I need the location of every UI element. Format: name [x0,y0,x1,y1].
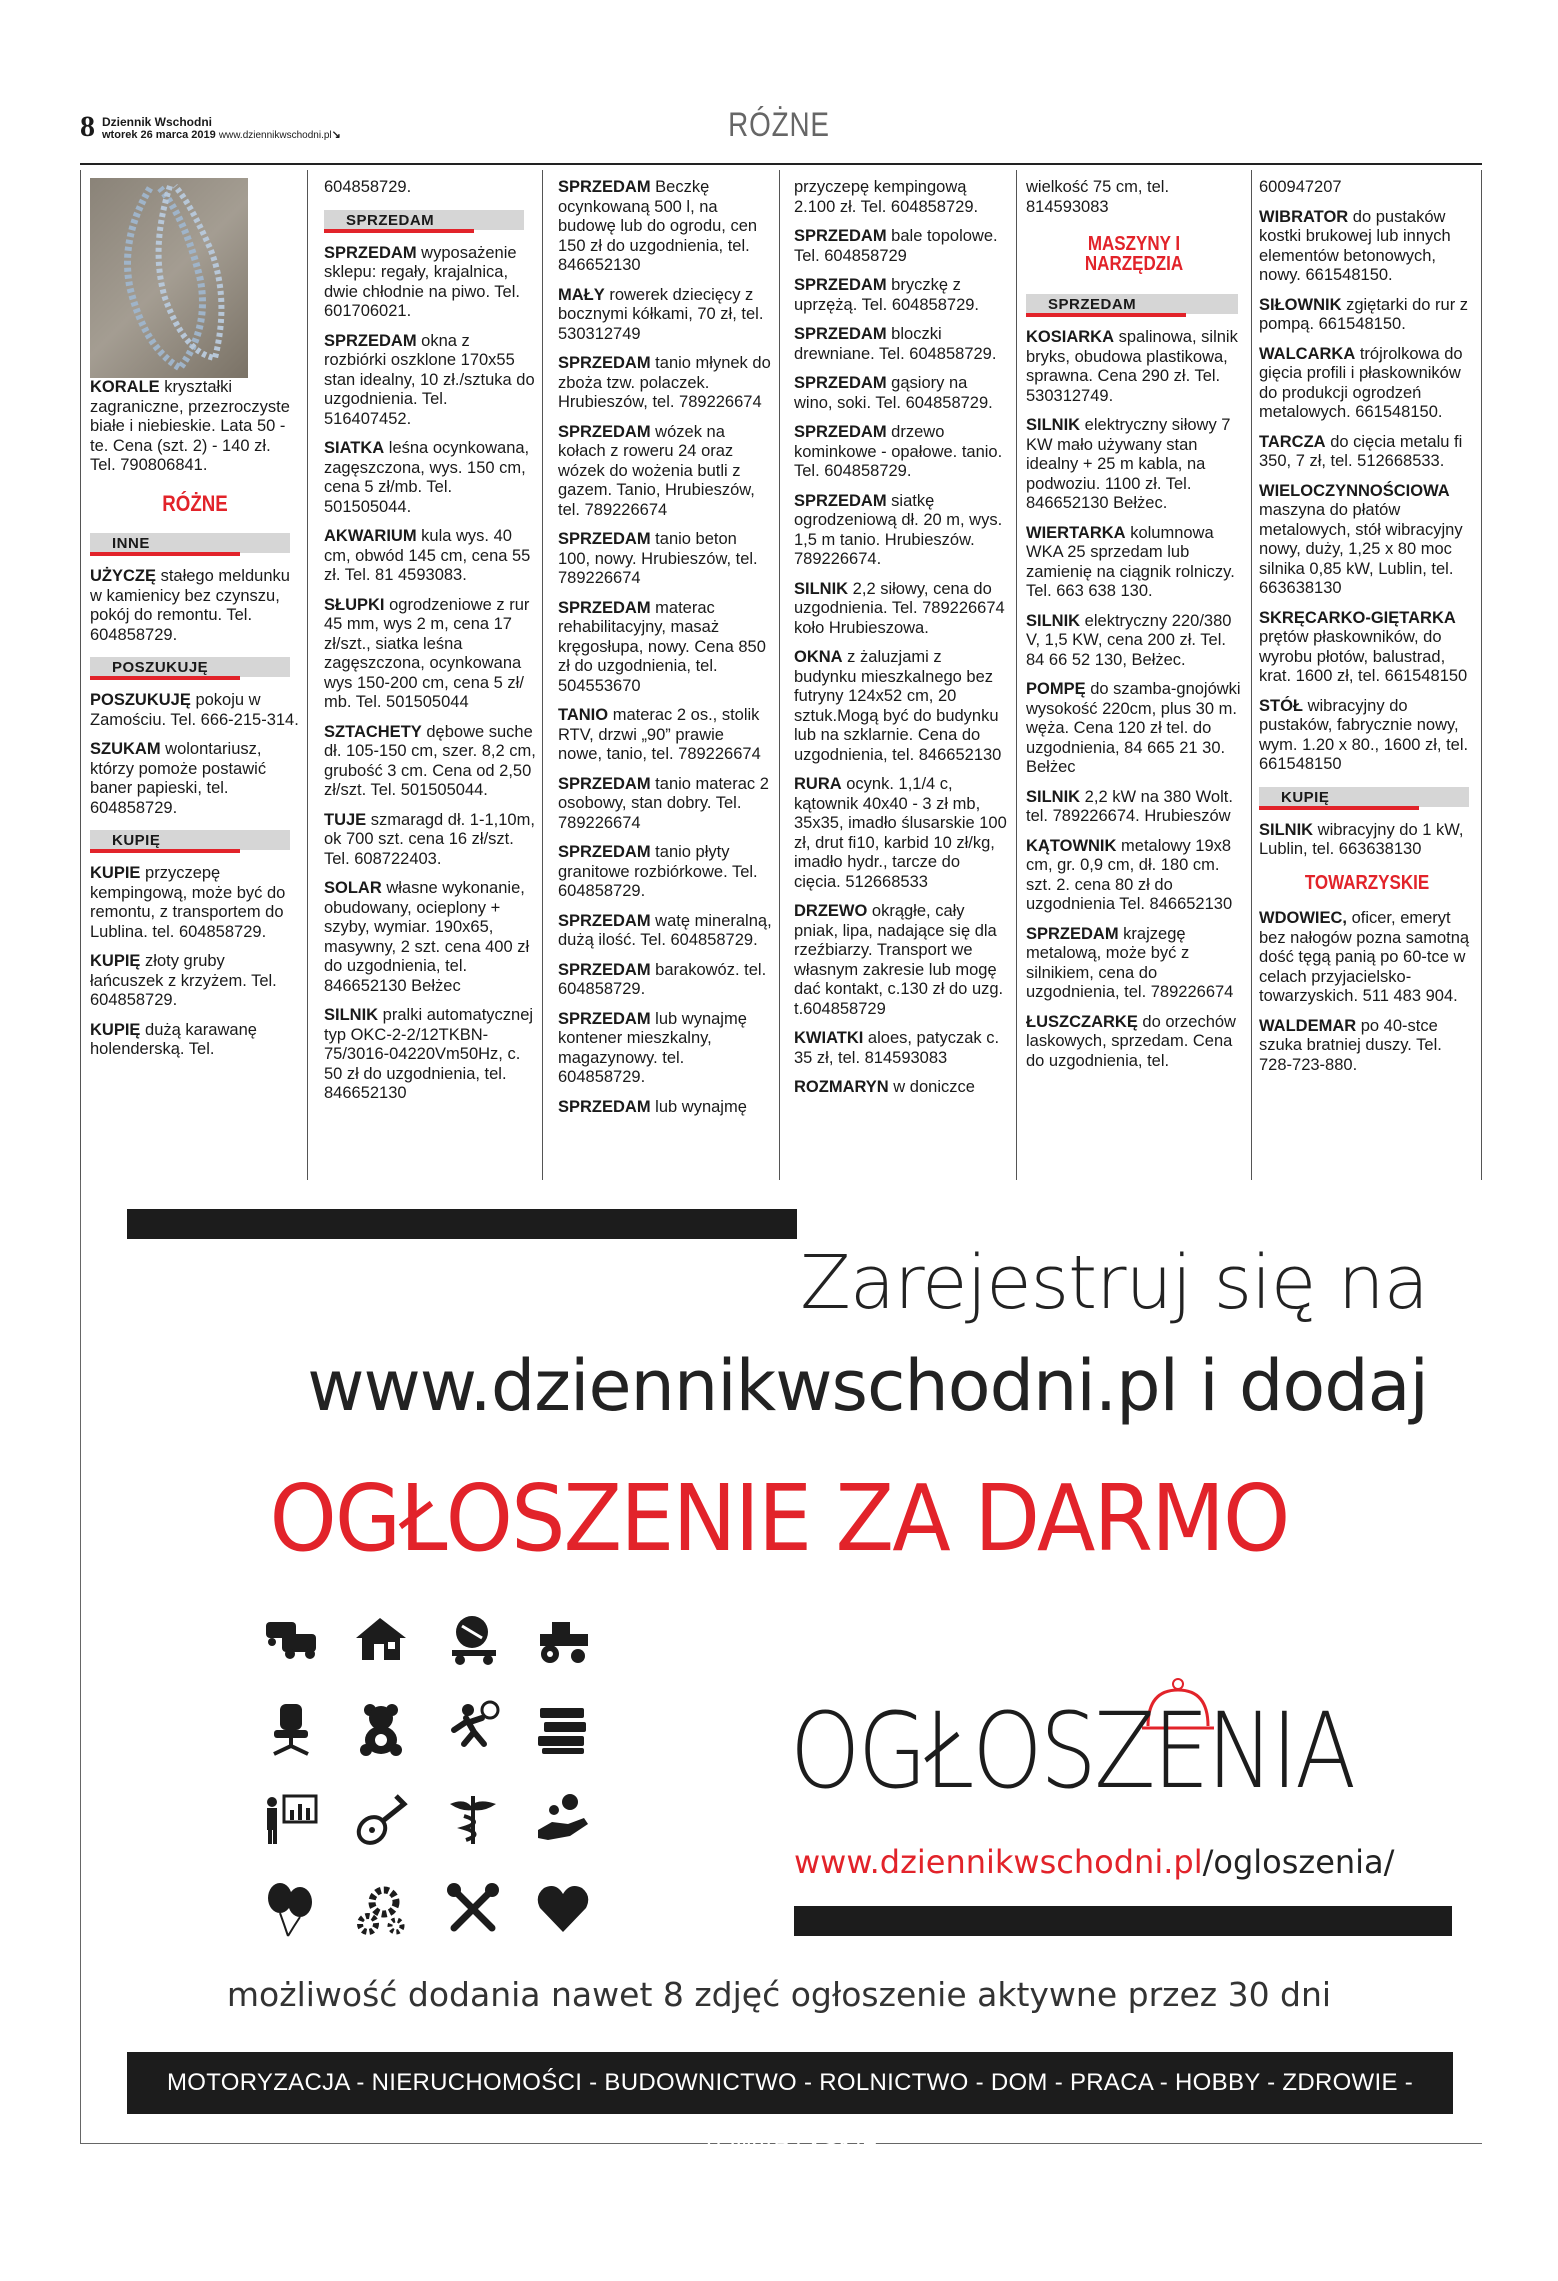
guitar-icon [352,1790,410,1848]
listing: RURA ocynk. 1,1/4 c, kątownik 40x40 - 3 zł mb, 35x35, imadło ślusarskie 100 zł, drut fi10, karbid 10 zł/kg, imadło hydr., tarcze do cięcia. 512668533 [794,775,1007,891]
category-maszyny: MASZYNY I NARZĘDZIA [1084,233,1184,275]
column-6 [1259,178,1475,1085]
heart-icon [534,1880,592,1938]
subhead-sprzedam: SPRZEDAM [324,210,536,230]
column-divider [779,170,780,1180]
page-number: 8 [80,110,95,143]
cursor-icon: ↘ [331,129,341,141]
listing: SKRĘCARKO-GIĘTARKA prętów płaskowników, do wyrobu płotów, balustrad, krat. 1600 zł, tel. 661548150 [1259,608,1468,685]
listing: SPRZEDAM bryczkę z uprzężą. Tel. 604858729. [794,276,980,314]
listing: SPRZEDAM bale topolowe. Tel. 604858729 [794,227,998,265]
listing: SPRZEDAM tanio płyty granitowe rozbiórkowe. Tel. 604858729. [558,843,758,900]
column-divider [542,170,543,1180]
subhead-sprzedam: SPRZEDAM [1026,294,1242,314]
listing: SZTACHETY dębowe suche dł. 105-150 cm, szer. 8,2 cm, grubość 3 cm. Cena od 2,50 zł/szt. Tel. 501505044. [324,722,536,799]
cars-icon [262,1610,320,1668]
listing: SPRZEDAM tanio materac 2 osobowy, stan dobry. Tel. 789226674 [558,774,769,832]
listing: SOLAR własne wykonanie, obudowany, ocieplony + szyby, wymiar. 190x65, masywny, 2 szt. cena 400 zł do uzgodnienia, tel. 846652130 Bełżec [324,879,530,995]
listing: TANIO materac 2 os., stolik RTV, drzwi „90” prawie nowe, tanio, tel. 789226674 [558,706,761,763]
masthead-url[interactable]: www.dziennikwschodni.pl [218,130,332,141]
listing: KĄTOWNIK metalowy 19x8 cm, gr. 0,9 cm, dł. 180 cm. szt. 2. cena 80 zł do uzgodnienia Tel. 846652130 [1026,836,1233,913]
column-3 [558,178,772,1127]
tools-icon [444,1880,502,1938]
listing: SPRZEDAM siatkę ogrodzeniową dł. 20 m, wys. 1,5 m tanio. Hrubieszów. 789226674. [794,491,1003,568]
listing: ŁUSZCZARKĘ do orzechów laskowych, sprzedam. Cena do uzgodnienia, tel. [1026,1012,1236,1070]
korale-listing [90,178,300,476]
promo-headline-1: Zarejestruj się na [800,1240,1428,1326]
balloons-icon [262,1880,320,1938]
listing: SPRZEDAM lub wynajmę [558,1097,747,1116]
listing: SPRZEDAM bloczki drewniane. Tel. 604858729. [794,325,997,363]
listing: SPRZEDAM tanio młynek do zboża tzw. polaczek. Hrubieszów, tel. 789226674 [558,354,771,411]
listing: SPRZEDAM lub wynajmę kontener mieszkalny, magazynowy. tel. 604858729. [558,1009,747,1086]
listing: KWIATKI aloes, patyczak c. 35 zł, tel. 814593083 [794,1029,1000,1067]
listing: POSZUKUJĘ pokoju w Zamościu. Tel. 666-215-314. [90,691,299,729]
listing: SPRZEDAM wyposażenie sklepu: regały, krajalnica, dwie chłodnie na piwo. Tel. 601706021. [324,243,520,320]
subhead-kupie: KUPIĘ [1259,787,1475,807]
listing: SILNIK elektryczny 220/380 V, 1,5 KW, cena 200 zł. Tel. 84 66 52 130, Bełżec. [1026,611,1232,669]
subhead-inne: INNE [90,533,300,553]
issue-date: wtorek 26 marca 2019 [102,129,216,141]
gears-icon [352,1880,410,1938]
listing: ROZMARYN w doniczce [794,1078,975,1096]
hand-coin-icon [534,1790,592,1848]
listing: SPRZEDAM krajzegę metalową, może być z silnikiem, cena do uzgodnienia, tel. 789226674 [1026,924,1234,1001]
listing: WIBRATOR do pustaków kostki brukowej lub innych elementów betonowych, nowy. 661548150. [1259,207,1451,284]
necklace-photo [90,178,248,378]
house-icon [352,1610,410,1668]
promo-categories-bar: MOTORYZACJA - NIERUCHOMOŚCI - BUDOWNICTWO - ROLNICTWO - DOM - PRACA - HOBBY - ZDROWIE - TOWARZYSKIE [127,2052,1453,2114]
listing: POMPĘ do szamba-gnojówki wysokość 220cm, plus 30 m. węża. Cena 120 zł tel. do uzgodnienia, 84 665 21 30. Bełżec [1026,680,1241,776]
listing: OKNA z żaluzjami z budynku mieszkalnego bez futryny 124x52 cm, 20 sztuk.Mogą być do budynku lub na szklarnie. Cena do uzgodnienia, tel. 846652130 [794,648,1002,764]
tractor-icon [534,1610,592,1668]
listing: TARCZA do cięcia metalu fi 350, 7 zł, tel. 512668533. [1259,432,1463,470]
listing: SPRZEDAM drzewo kominkowe - opałowe. tanio. Tel. 604858729. [794,423,1003,480]
column-1 [90,178,300,1070]
promo-note: możliwość dodania nawet 8 zdjęć ogłoszenie aktywne przez 30 dni [226,1975,1332,2014]
column-divider [1016,170,1017,1180]
column-divider [1251,170,1252,1180]
listing: KUPIĘ złoty gruby łańcuszek z krzyżem. Tel. 604858729. [90,952,277,1009]
listing: SZUKAM wolontariusz, którzy pomoże postawić baner papieski, tel. 604858729. [90,740,267,817]
promo-headline-3: OGŁOSZENIE ZA DARMO [269,1465,1289,1572]
column-4 [794,178,1008,1108]
promo-headline-2[interactable]: www.dziennikwschodni.pl i dodaj [307,1345,1428,1427]
listing: SPRZEDAM materac rehabilitacyjny, masaż kręgosłupa, nowy. Cena 850 zł do uzgodnienia, tel. 504553670 [558,598,766,695]
listing-continuation: 600947207 [1259,178,1342,196]
listing-continuation: 604858729. [324,178,412,196]
listing: SILNIK 2,2 kW na 380 Wolt. tel. 789226674. Hrubieszów [1026,787,1233,825]
category-towarzyskie: TOWARZYSKIE [1304,871,1430,894]
caduceus-icon [444,1790,502,1848]
listing: SPRZEDAM watę mineralną, dużą ilość. Tel. 604858729. [558,911,772,949]
listing-continuation: przyczepę kempingową 2.100 zł. Tel. 604858729. [794,178,979,216]
listing: STÓŁ wibracyjny do pustaków, fabrycznie nowy, wym. 1.20 x 80., 1600 zł, tel. 661548150 [1259,696,1469,773]
header-rule [80,163,1482,165]
listing: SILNIK pralki automatycznej typ OKC-2-2/12TKBN-75/3016-04220Vm50Hz, c. 50 zł do uzgodnienia, tel. 846652130 [324,1006,534,1102]
listing: KUPIĘ dużą karawanę holenderską. Tel. [90,1020,257,1058]
column-divider [307,170,308,1180]
listing: KOSIARKA spalinowa, silnik bryks, obudowa plastikowa, sprawna. Cena 290 zł. Tel. 530312749. [1026,328,1238,405]
concrete-mixer-icon [444,1610,502,1668]
listing: WIERTARKA kolumnowa WKA 25 sprzedam lub zamienię na ciągnik rolniczy. Tel. 663 638 130. [1026,523,1235,600]
office-chair-icon [262,1700,320,1758]
brand-url[interactable]: www.dziennikwschodni.pl/ogloszenia/ [794,1843,1395,1881]
listing: SIŁOWNIK zgiętarki do rur z pompą. 661548150. [1259,295,1469,333]
paper-name: Dziennik Wschodni [102,115,213,129]
listing: AKWARIUM kula wys. 40 cm, obwód 145 cm, cena 55 zł. Tel. 81 4593083. [324,527,531,584]
subhead-kupie: KUPIĘ [90,830,300,850]
subhead-poszukuje: POSZUKUJĘ [90,657,300,677]
running-man-clock-icon [444,1700,502,1758]
listing: TUJE szmaragd dł. 1-1,10m, ok 700 szt. cena 16 zł/szt. Tel. 608722403. [324,810,535,868]
section-title: RÓŻNE [728,106,830,144]
listing: SŁUPKI ogrodzeniowe z rur 45 mm, wys 2 m, cena 17 zł/szt., siatka leśna zagęszczona, ocynkowana wys 150-200 cm, cena 5 zł/ mb. Tel. 501505044 [324,595,530,711]
brand-logo-text: OGŁOSZENIA [790,1690,1354,1812]
listing: SPRZEDAM wózek na kołach z roweru 24 oraz wózek do wożenia butli z gazem. Tanio, Hrubieszów, tel. 789226674 [558,422,755,519]
column-2 [324,178,536,1114]
listing: SPRZEDAM barakowóz. tel. 604858729. [558,960,767,998]
listing: WDOWIEC, oficer, emeryt bez nałogów pozna samotną dość tęgą panią po 60-tce w celach przyjacielsko-towarzyskich. 511 483 904. [1259,909,1470,1005]
listing: WALCARKA trójrolkowa do gięcia profili i płaskowników do produkcji ogrodzeń metalowych. 661548150. [1259,344,1463,421]
korale-heading: KORALE [90,378,160,396]
presentation-icon [262,1790,320,1848]
teddy-bear-icon [352,1700,410,1758]
korale-text: kryształki zagraniczne, przezroczyste białe i niebieskie. Lata 50 -te. Cena (szt. 2) - 140 zł. Tel. 790806841. [90,378,290,474]
listing: SIATKA leśna ocynkowana, zagęszczona, wys. 150 cm, cena 5 zł/mb. Tel. 501505044. [324,439,530,516]
listing: WALDEMAR po 40-stce szuka bratniej duszy. Tel. 728-723-880. [1259,1016,1442,1074]
column-divider [80,170,81,1180]
promo-bar-top [127,1209,797,1239]
listing: SPRZEDAM tanio beton 100, nowy. Hrubieszów, tel. 789226674 [558,530,758,587]
listing: SPRZEDAM okna z rozbiórki oszklone 170x55 stan idealny, 10 zł./sztuka do uzgodnienia. Tel. 516407452. [324,331,535,428]
listing: KUPIE przyczepę kempingową, może być do remontu, z transportem do Lublina. tel. 604858729. [90,864,286,941]
listing: SPRZEDAM Beczkę ocynkowaną 500 l, na budowę lub do ogrodu, cen 150 zł do uzgodnienia, tel. 846652130 [558,178,758,274]
category-rozne: RÓŻNE [162,490,228,516]
listing: WIELOCZYNNOŚCIOWA maszyna do płatów metalowych, stół wibracyjny nowy, duży, 1,25 x 80 moc silnika 0,85 kW, Lublin, tel. 663638130 [1259,481,1463,597]
column-divider [1481,170,1482,1180]
promo-bar-bottom [794,1906,1452,1936]
listing-continuation: wielkość 75 cm, tel. 814593083 [1026,178,1170,216]
column-5 [1026,178,1242,1081]
books-icon [534,1700,592,1758]
listing: SILNIK wibracyjny do 1 kW, Lublin, tel. 663638130 [1259,820,1464,858]
listing: SILNIK 2,2 siłowy, cena do uzgodnienia. Tel. 789226674 koło Hrubieszowa. [794,579,1005,637]
listing: UŻYCZĘ stałego meldunku w kamienicy bez czynszu, pokój do remontu. Tel. 604858729. [90,567,290,644]
listing: DRZEWO okrągłe, cały pniak, lipa, nadające się dla rzeźbiarzy. Transport we własnym zakresie lub mogę dać kontakt, c.130 zł do uzg. t.604858729 [794,902,1004,1018]
listing: MAŁY rowerek dziecięcy z bocznymi kółkami, 70 zł, tel. 530312749 [558,285,764,343]
listing: SILNIK elektryczny siłowy 7 KW mało używany stan idealny + 25 m kabla, na podwoziu. 1100 zł. Tel. 846652130 Bełżec. [1026,416,1231,512]
listing: SPRZEDAM gąsiory na wino, soki. Tel. 604858729. [794,374,993,412]
